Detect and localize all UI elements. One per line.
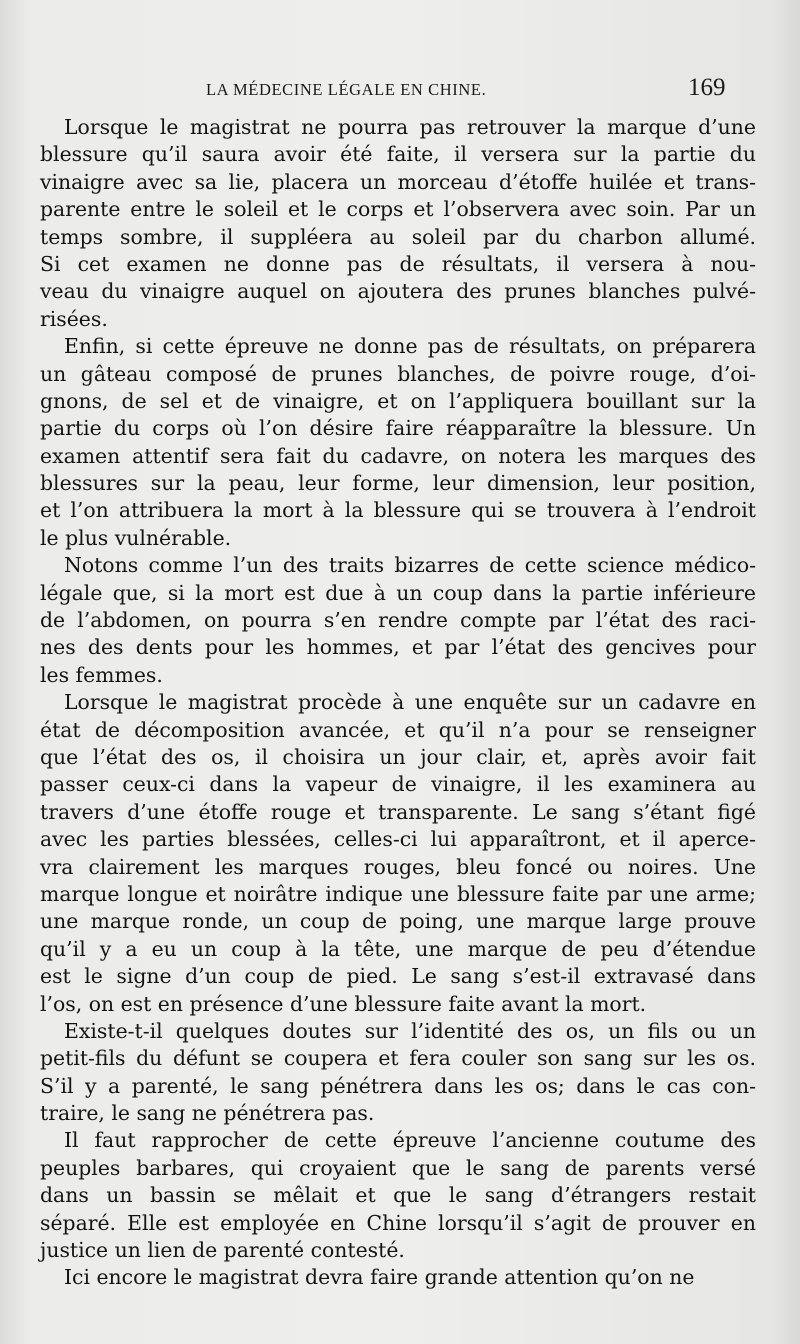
body-text xyxy=(40,114,756,1292)
text-line: temps sombre, il suppléera au soleil par du charbon allumé. xyxy=(40,224,756,249)
page-header xyxy=(0,74,800,102)
text-line: l’os, on est en présence d’une blessure faite avant la mort. xyxy=(40,991,647,1016)
text-line: Il faut rapprocher de cette épreuve l’ancienne coutume des xyxy=(64,1128,756,1153)
text-line: et l’on attribuera la mort à la blessure qui se trouvera à l’endroit xyxy=(40,498,756,523)
text-line: une marque ronde, un coup de poing, une marque large prouve xyxy=(40,909,756,934)
text-line: veau du vinaigre auquel on ajoutera des prunes blanches pulvé- xyxy=(40,279,756,304)
paragraph xyxy=(40,333,756,552)
paragraph xyxy=(40,114,756,333)
text-line: état de décomposition avancée, et qu’il n’a pour se renseigner xyxy=(40,717,756,742)
page-number: 169 xyxy=(688,74,726,101)
text-line: avec les parties blessées, celles-ci lui apparaîtront, et il aperce- xyxy=(40,827,756,852)
running-title: LA MÉDECINE LÉGALE EN CHINE. xyxy=(206,80,487,99)
text-line: marque longue et noirâtre indique une blessure faite par une arme; xyxy=(40,881,756,906)
text-line: un gâteau composé de prunes blanches, de poivre rouge, d’oi- xyxy=(40,361,756,386)
text-line: traire, le sang ne pénétrera pas. xyxy=(40,1101,375,1126)
text-line: gnons, de sel et de vinaigre, et on l’appliquera bouillant sur la xyxy=(40,388,756,413)
text-line: nes des dents pour les hommes, et par l’état des gencives pour xyxy=(40,635,756,660)
text-line: dans un bassin se mêlait et que le sang d’étrangers restait xyxy=(40,1183,756,1208)
paragraph xyxy=(40,689,756,1018)
text-line: le plus vulnérable. xyxy=(40,525,232,550)
text-line: blessure qu’il saura avoir été faite, il versera sur la partie du xyxy=(40,142,756,167)
text-line: séparé. Elle est employée en Chine lorsqu’il s’agit de prouver en xyxy=(40,1210,756,1235)
text-line: justice un lien de parenté contesté. xyxy=(40,1238,405,1263)
text-line: peuples barbares, qui croyaient que le sang de parents versé xyxy=(40,1155,756,1180)
text-line: Enfin, si cette épreuve ne donne pas de résultats, on préparera xyxy=(64,334,756,359)
paragraph xyxy=(40,1264,756,1291)
text-line: S’il y a parenté, le sang pénétrera dans les os; dans le cas con- xyxy=(40,1073,756,1098)
text-line: parente entre le soleil et le corps et l’observera avec soin. Par un xyxy=(40,197,756,222)
text-line: Lorsque le magistrat procède à une enquête sur un cadavre en xyxy=(64,690,756,715)
text-line: Existe-t-il quelques doutes sur l’identité des os, un fils ou un xyxy=(64,1018,756,1043)
text-line: vra clairement les marques rouges, bleu foncé ou noires. Une xyxy=(40,854,756,879)
text-line: Lorsque le magistrat ne pourra pas retrouver la marque d’une xyxy=(64,115,756,139)
text-line: examen attentif sera fait du cadavre, on notera les marques des xyxy=(40,443,756,468)
text-line: légale que, si la mort est due à un coup dans la partie inférieure xyxy=(40,580,756,605)
text-line: Ici encore le magistrat devra faire grande attention qu’on ne xyxy=(64,1265,695,1290)
text-line: les femmes. xyxy=(40,662,163,687)
text-line: partie du corps où l’on désire faire réapparaître la blessure. Un xyxy=(40,416,756,441)
text-line: risées. xyxy=(40,306,108,331)
text-line: blessures sur la peau, leur forme, leur dimension, leur position, xyxy=(40,471,756,496)
text-line: Notons comme l’un des traits bizarres de cette science médico- xyxy=(64,553,756,578)
paragraph xyxy=(40,552,756,689)
text-line: travers d’une étoffe rouge et transparente. Le sang s’étant figé xyxy=(40,799,756,824)
text-line: qu’il y a eu un coup à la tête, une marque de peu d’étendue xyxy=(40,936,756,961)
text-line: de l’abdomen, on pourra s’en rendre compte par l’état des raci- xyxy=(40,608,756,633)
text-line: Si cet examen ne donne pas de résultats, il versera à nou- xyxy=(40,251,756,276)
text-line: que l’état des os, il choisira un jour clair, et, après avoir fait xyxy=(40,744,756,769)
paragraph xyxy=(40,1127,756,1264)
text-line: petit-fils du défunt se coupera et fera couler son sang sur les os. xyxy=(40,1046,756,1071)
text-line: passer ceux-ci dans la vapeur de vinaigre, il les examinera au xyxy=(40,772,756,797)
text-line: vinaigre avec sa lie, placera un morceau d’étoffe huilée et trans- xyxy=(40,169,756,194)
paragraph xyxy=(40,1018,756,1128)
text-line: est le signe d’un coup de pied. Le sang s’est-il extravasé dans xyxy=(40,964,756,989)
